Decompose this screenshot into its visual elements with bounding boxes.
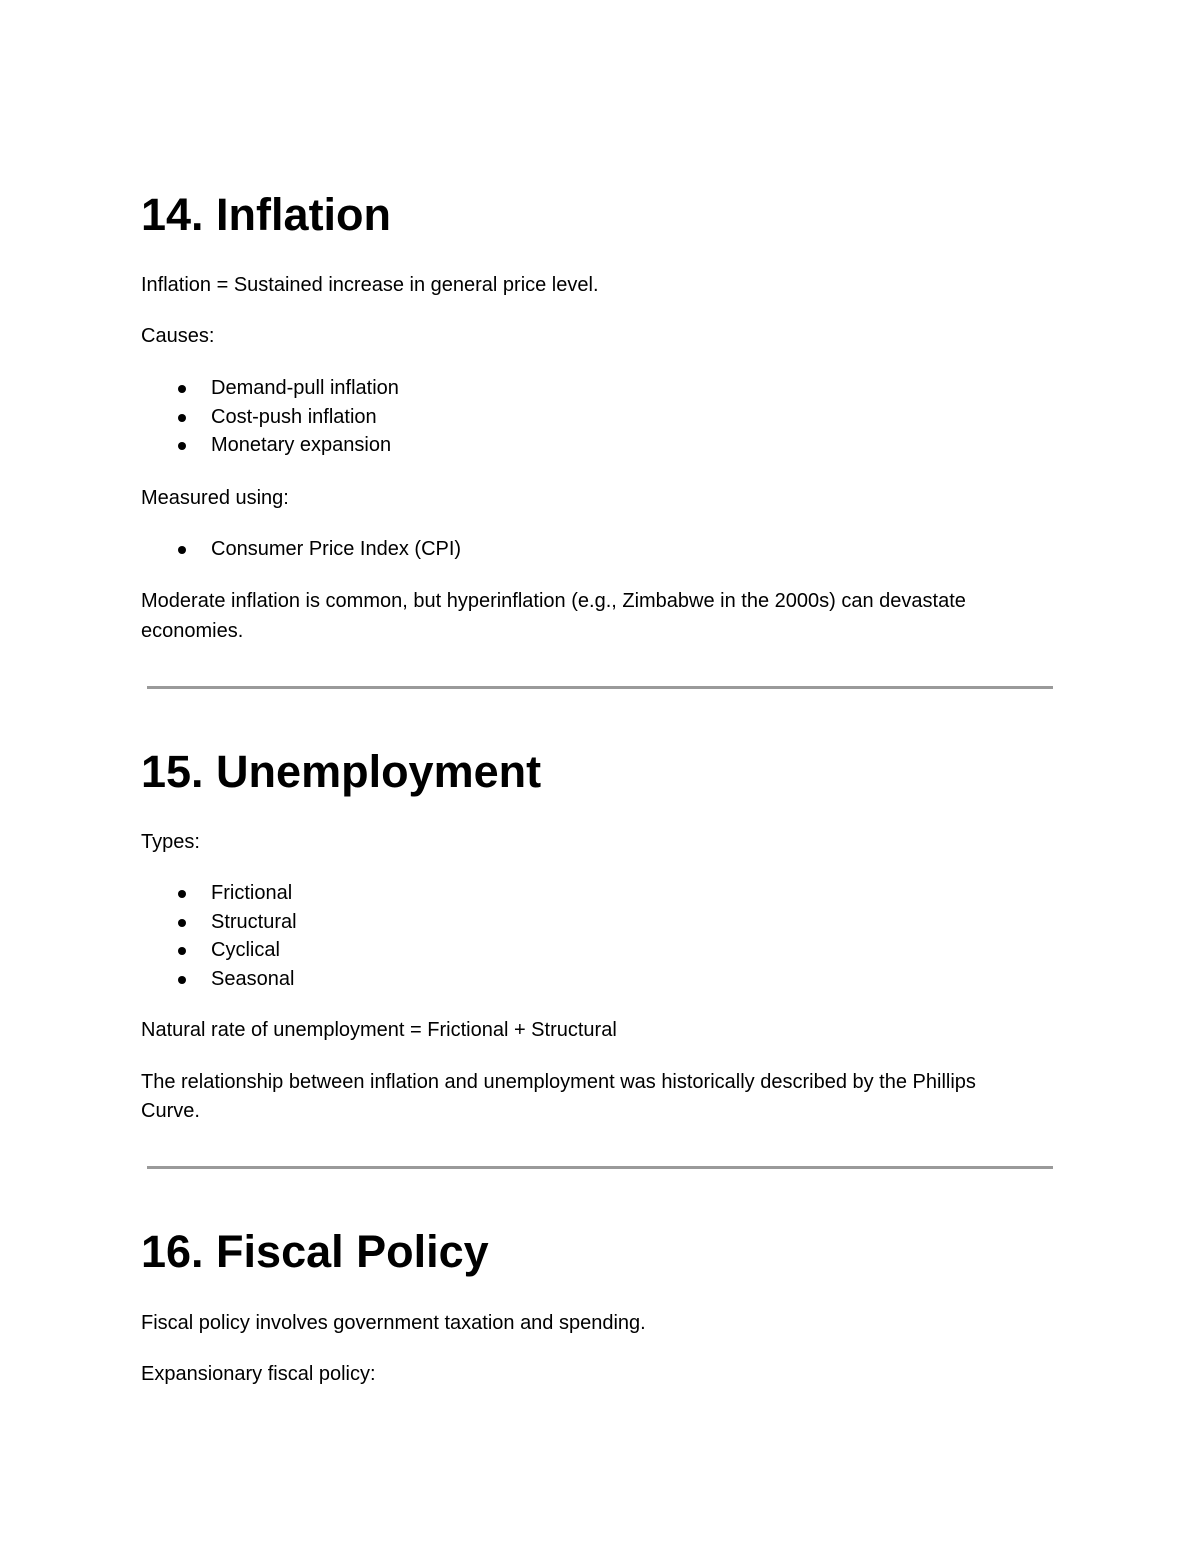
- measured-label: Measured using:: [141, 487, 289, 509]
- list-item: Consumer Price Index (CPI): [141, 535, 461, 564]
- causes-label: Causes:: [141, 325, 215, 347]
- bullet-icon: [178, 947, 186, 955]
- bullet-icon: [178, 976, 186, 984]
- section-divider: [147, 1166, 1053, 1169]
- bullet-icon: [178, 890, 186, 898]
- inflation-note-line1: Moderate inflation is common, but hyperinflation (e.g., Zimbabwe in the 2000s) can devastate: [141, 590, 966, 612]
- unemployment-note-line1: The relationship between inflation and unemployment was historically described by the Phillips: [141, 1071, 976, 1093]
- list-item: Demand-pull inflation: [141, 374, 399, 403]
- bullet-icon: [178, 919, 186, 927]
- bullet-icon: [178, 546, 186, 554]
- unemployment-note-line2: Curve.: [141, 1100, 200, 1122]
- causes-list: [141, 374, 399, 460]
- list-item: Frictional: [141, 879, 297, 908]
- section-divider: [147, 686, 1053, 689]
- list-item: Monetary expansion: [141, 431, 399, 460]
- list-item: Cyclical: [141, 936, 297, 965]
- bullet-icon: [178, 414, 186, 422]
- section-heading-fiscal-policy: 16. Fiscal Policy: [141, 1226, 489, 1277]
- types-label: Types:: [141, 831, 200, 853]
- natural-rate-text: Natural rate of unemployment = Frictional + Structural: [141, 1019, 617, 1041]
- measures-list: [141, 535, 461, 564]
- expansionary-label: Expansionary fiscal policy:: [141, 1363, 376, 1385]
- section-heading-inflation: 14. Inflation: [141, 189, 392, 240]
- inflation-note-line2: economies.: [141, 620, 244, 642]
- list-item: Cost-push inflation: [141, 403, 399, 432]
- inflation-definition: Inflation = Sustained increase in general price level.: [141, 274, 599, 296]
- section-heading-unemployment: 15. Unemployment: [141, 746, 542, 797]
- bullet-icon: [178, 385, 186, 393]
- fiscal-definition: Fiscal policy involves government taxation and spending.: [141, 1312, 646, 1334]
- list-item: Structural: [141, 908, 297, 937]
- list-item: Seasonal: [141, 965, 297, 994]
- bullet-icon: [178, 442, 186, 450]
- types-list: [141, 879, 297, 994]
